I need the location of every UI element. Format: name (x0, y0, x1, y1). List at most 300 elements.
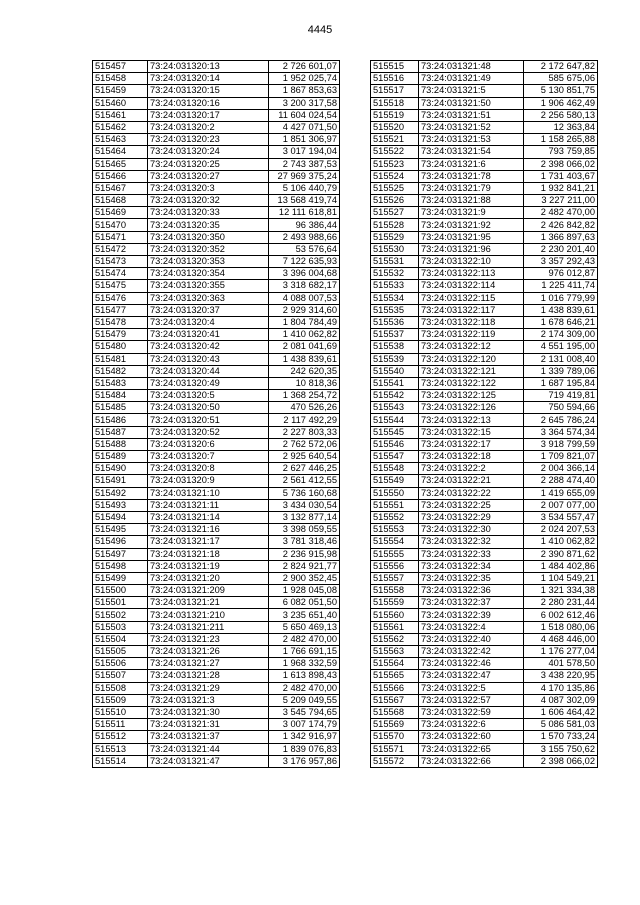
table-row (93, 438, 340, 450)
table-row (93, 585, 340, 597)
cadastral-value: 1 225 411,74 (524, 280, 598, 292)
cadastral-value: 2 131 008,40 (524, 353, 598, 365)
row-number: 515525 (371, 182, 419, 194)
cadastral-number: 73:24:031322:66 (419, 755, 524, 767)
cadastral-number: 73:24:031322:40 (419, 633, 524, 645)
cadastral-value: 2 007 077,00 (524, 499, 598, 511)
cadastral-number: 73:24:031320:17 (148, 109, 269, 121)
cadastral-number: 73:24:031320:14 (148, 73, 269, 85)
cadastral-value: 2 743 387,53 (269, 158, 340, 170)
row-number: 515502 (93, 609, 148, 621)
table-row (371, 377, 598, 389)
cadastral-number: 73:24:031321:88 (419, 195, 524, 207)
cadastral-number: 73:24:031320:352 (148, 243, 269, 255)
row-number: 515547 (371, 451, 419, 463)
cadastral-number: 73:24:031321:26 (148, 646, 269, 658)
cadastral-value: 1 438 839,61 (524, 304, 598, 316)
cadastral-number: 73:24:031320:5 (148, 390, 269, 402)
cadastral-value: 1 932 841,21 (524, 182, 598, 194)
row-number: 515537 (371, 329, 419, 341)
row-number: 515464 (93, 146, 148, 158)
table-row (371, 109, 598, 121)
row-number: 515528 (371, 219, 419, 231)
table-row (371, 585, 598, 597)
cadastral-value: 585 675,06 (524, 73, 598, 85)
table-row (93, 755, 340, 767)
cadastral-number: 73:24:031321:37 (148, 731, 269, 743)
row-number: 515506 (93, 658, 148, 670)
cadastral-value: 976 012,87 (524, 268, 598, 280)
cadastral-value: 1 410 062,82 (524, 536, 598, 548)
table-row (93, 134, 340, 146)
cadastral-value: 2 426 842,82 (524, 219, 598, 231)
row-number: 515560 (371, 609, 419, 621)
cadastral-value: 2 024 207,53 (524, 524, 598, 536)
cadastral-number: 73:24:031322:22 (419, 487, 524, 499)
cadastral-number: 73:24:031322:12 (419, 341, 524, 353)
table-row (93, 158, 340, 170)
cadastral-value: 4 551 195,00 (524, 341, 598, 353)
row-number: 515467 (93, 182, 148, 194)
cadastral-value: 4 468 446,00 (524, 633, 598, 645)
cadastral-value: 1 606 464,42 (524, 706, 598, 718)
table-row (371, 85, 598, 97)
table-row (93, 292, 340, 304)
cadastral-value: 2 390 871,62 (524, 548, 598, 560)
table-row (371, 646, 598, 658)
cadastral-number: 73:24:031322:34 (419, 560, 524, 572)
table-row (371, 292, 598, 304)
cadastral-number: 73:24:031320:37 (148, 304, 269, 316)
cadastral-value: 1 804 784,49 (269, 316, 340, 328)
cadastral-value: 3 318 682,17 (269, 280, 340, 292)
table-row (93, 694, 340, 706)
row-number: 515511 (93, 719, 148, 731)
cadastral-number: 73:24:031320:50 (148, 402, 269, 414)
row-number: 515488 (93, 438, 148, 450)
cadastral-number: 73:24:031322:10 (419, 256, 524, 268)
row-number: 515481 (93, 353, 148, 365)
row-number: 515567 (371, 694, 419, 706)
cadastral-number: 73:24:031320:9 (148, 475, 269, 487)
row-number: 515563 (371, 646, 419, 658)
cadastral-value: 4 087 302,09 (524, 694, 598, 706)
row-number: 515561 (371, 621, 419, 633)
cadastral-number: 73:24:031320:52 (148, 426, 269, 438)
table-row (93, 207, 340, 219)
cadastral-number: 73:24:031322:117 (419, 304, 524, 316)
table-row (93, 633, 340, 645)
cadastral-value: 2 561 412,55 (269, 475, 340, 487)
table-row (93, 572, 340, 584)
cadastral-value: 1 366 897,63 (524, 231, 598, 243)
table-row (93, 353, 340, 365)
table-row (93, 499, 340, 511)
row-number: 515491 (93, 475, 148, 487)
table-row (93, 85, 340, 97)
cadastral-number: 73:24:031321:44 (148, 743, 269, 755)
cadastral-value: 2 227 803,33 (269, 426, 340, 438)
cadastral-number: 73:24:031322:60 (419, 731, 524, 743)
row-number: 515484 (93, 390, 148, 402)
cadastral-value: 2 172 647,82 (524, 61, 598, 73)
cadastral-value: 2 726 601,07 (269, 61, 340, 73)
cadastral-value: 1 518 080,06 (524, 621, 598, 633)
cadastral-value: 13 568 419,74 (269, 195, 340, 207)
table-row (93, 548, 340, 560)
cadastral-number: 73:24:031322:113 (419, 268, 524, 280)
cadastral-number: 73:24:031321:28 (148, 670, 269, 682)
table-row (371, 121, 598, 133)
table-row (93, 597, 340, 609)
row-number: 515539 (371, 353, 419, 365)
cadastral-value: 6 082 051,50 (269, 597, 340, 609)
cadastral-value: 5 736 160,68 (269, 487, 340, 499)
table-row (93, 463, 340, 475)
cadastral-number: 73:24:031322:5 (419, 682, 524, 694)
cadastral-number: 73:24:031321:9 (419, 207, 524, 219)
table-row (93, 109, 340, 121)
cadastral-value: 1 851 306,97 (269, 134, 340, 146)
cadastral-number: 73:24:031320:350 (148, 231, 269, 243)
cadastral-value: 53 576,64 (269, 243, 340, 255)
cadastral-number: 73:24:031321:47 (148, 755, 269, 767)
row-number: 515478 (93, 316, 148, 328)
cadastral-value: 2 256 580,13 (524, 109, 598, 121)
cadastral-number: 73:24:031321:29 (148, 682, 269, 694)
cadastral-number: 73:24:031322:32 (419, 536, 524, 548)
cadastral-value: 242 620,35 (269, 365, 340, 377)
row-number: 515548 (371, 463, 419, 475)
cadastral-number: 73:24:031322:42 (419, 646, 524, 658)
cadastral-number: 73:24:031321:54 (419, 146, 524, 158)
cadastral-number: 73:24:031322:33 (419, 548, 524, 560)
right-table (370, 60, 598, 768)
cadastral-number: 73:24:031322:121 (419, 365, 524, 377)
cadastral-value: 4 170 135,86 (524, 682, 598, 694)
row-number: 515480 (93, 341, 148, 353)
table-row (93, 256, 340, 268)
table-row (93, 487, 340, 499)
table-row (93, 231, 340, 243)
table-row (371, 97, 598, 109)
cadastral-number: 73:24:031322:36 (419, 585, 524, 597)
cadastral-value: 2 081 041,69 (269, 341, 340, 353)
row-number: 515569 (371, 719, 419, 731)
cadastral-value: 3 364 574,34 (524, 426, 598, 438)
cadastral-number: 73:24:031322:46 (419, 658, 524, 670)
table-row (371, 438, 598, 450)
cadastral-number: 73:24:031320:6 (148, 438, 269, 450)
row-number: 515483 (93, 377, 148, 389)
table-row (371, 207, 598, 219)
row-number: 515517 (371, 85, 419, 97)
cadastral-number: 73:24:031322:122 (419, 377, 524, 389)
table-row (93, 97, 340, 109)
cadastral-value: 2 762 572,06 (269, 438, 340, 450)
cadastral-number: 73:24:031322:125 (419, 390, 524, 402)
table-row (93, 682, 340, 694)
cadastral-value: 1 709 821,07 (524, 451, 598, 463)
table-row (371, 365, 598, 377)
row-number: 515477 (93, 304, 148, 316)
cadastral-number: 73:24:031322:17 (419, 438, 524, 450)
row-number: 515465 (93, 158, 148, 170)
cadastral-value: 1 766 691,15 (269, 646, 340, 658)
cadastral-number: 73:24:031322:126 (419, 402, 524, 414)
table-row (371, 402, 598, 414)
cadastral-number: 73:24:031321:3 (148, 694, 269, 706)
cadastral-number: 73:24:031320:13 (148, 61, 269, 73)
cadastral-number: 73:24:031321:19 (148, 560, 269, 572)
table-row (371, 353, 598, 365)
cadastral-value: 11 604 024,54 (269, 109, 340, 121)
table-row (93, 646, 340, 658)
row-number: 515533 (371, 280, 419, 292)
table-row (371, 195, 598, 207)
row-number: 515516 (371, 73, 419, 85)
cadastral-value: 1 484 402,86 (524, 560, 598, 572)
table-row (93, 451, 340, 463)
row-number: 515474 (93, 268, 148, 280)
row-number: 515495 (93, 524, 148, 536)
table-row (371, 134, 598, 146)
cadastral-number: 73:24:031322:35 (419, 572, 524, 584)
cadastral-value: 7 122 635,93 (269, 256, 340, 268)
row-number: 515552 (371, 511, 419, 523)
table-row (93, 414, 340, 426)
cadastral-value: 750 594,66 (524, 402, 598, 414)
cadastral-number: 73:24:031320:8 (148, 463, 269, 475)
table-row (371, 731, 598, 743)
row-number: 515482 (93, 365, 148, 377)
cadastral-number: 73:24:031322:15 (419, 426, 524, 438)
cadastral-value: 3 434 030,54 (269, 499, 340, 511)
cadastral-value: 2 900 352,45 (269, 572, 340, 584)
cadastral-number: 73:24:031320:44 (148, 365, 269, 377)
cadastral-number: 73:24:031320:2 (148, 121, 269, 133)
row-number: 515545 (371, 426, 419, 438)
row-number: 515572 (371, 755, 419, 767)
cadastral-number: 73:24:031320:354 (148, 268, 269, 280)
table-row (93, 280, 340, 292)
row-number: 515508 (93, 682, 148, 694)
cadastral-value: 2 117 492,29 (269, 414, 340, 426)
cadastral-value: 3 227 211,00 (524, 195, 598, 207)
row-number: 515473 (93, 256, 148, 268)
cadastral-value: 5 106 440,79 (269, 182, 340, 194)
cadastral-value: 719 419,81 (524, 390, 598, 402)
table-row (93, 61, 340, 73)
row-number: 515479 (93, 329, 148, 341)
cadastral-number: 73:24:031321:6 (419, 158, 524, 170)
cadastral-value: 401 578,50 (524, 658, 598, 670)
cadastral-number: 73:24:031322:39 (419, 609, 524, 621)
row-number: 515564 (371, 658, 419, 670)
row-number: 515571 (371, 743, 419, 755)
cadastral-number: 73:24:031321:210 (148, 609, 269, 621)
row-number: 515458 (93, 73, 148, 85)
cadastral-number: 73:24:031320:33 (148, 207, 269, 219)
cadastral-value: 1 928 045,08 (269, 585, 340, 597)
cadastral-value: 3 398 059,55 (269, 524, 340, 536)
row-number: 515490 (93, 463, 148, 475)
table-row (371, 597, 598, 609)
cadastral-number: 73:24:031322:30 (419, 524, 524, 536)
cadastral-value: 2 482 470,00 (524, 207, 598, 219)
cadastral-number: 73:24:031320:24 (148, 146, 269, 158)
cadastral-number: 73:24:031322:57 (419, 694, 524, 706)
cadastral-value: 1 731 403,67 (524, 170, 598, 182)
cadastral-number: 73:24:031321:51 (419, 109, 524, 121)
table-row (93, 402, 340, 414)
cadastral-value: 3 357 292,43 (524, 256, 598, 268)
cadastral-number: 73:24:031321:96 (419, 243, 524, 255)
cadastral-number: 73:24:031322:114 (419, 280, 524, 292)
table-row (93, 719, 340, 731)
table-row (93, 560, 340, 572)
table-row (93, 341, 340, 353)
row-number: 515520 (371, 121, 419, 133)
row-number: 515514 (93, 755, 148, 767)
cadastral-number: 73:24:031321:48 (419, 61, 524, 73)
table-row (93, 146, 340, 158)
row-number: 515546 (371, 438, 419, 450)
cadastral-value: 12 363,84 (524, 121, 598, 133)
table-row (371, 329, 598, 341)
row-number: 515475 (93, 280, 148, 292)
row-number: 515565 (371, 670, 419, 682)
table-row (93, 475, 340, 487)
row-number: 515505 (93, 646, 148, 658)
cadastral-number: 73:24:031321:14 (148, 511, 269, 523)
cadastral-value: 3 534 557,47 (524, 511, 598, 523)
cadastral-value: 2 280 231,44 (524, 597, 598, 609)
cadastral-number: 73:24:031322:2 (419, 463, 524, 475)
table-row (371, 682, 598, 694)
table-row (371, 633, 598, 645)
cadastral-number: 73:24:031322:118 (419, 316, 524, 328)
cadastral-number: 73:24:031322:13 (419, 414, 524, 426)
cadastral-value: 2 288 474,40 (524, 475, 598, 487)
table-row (93, 536, 340, 548)
cadastral-number: 73:24:031320:15 (148, 85, 269, 97)
cadastral-number: 73:24:031322:4 (419, 621, 524, 633)
table-row (371, 524, 598, 536)
cadastral-number: 73:24:031321:78 (419, 170, 524, 182)
row-number: 515530 (371, 243, 419, 255)
table-row (93, 524, 340, 536)
row-number: 515507 (93, 670, 148, 682)
row-number: 515519 (371, 109, 419, 121)
row-number: 515570 (371, 731, 419, 743)
row-number: 515503 (93, 621, 148, 633)
cadastral-number: 73:24:031321:52 (419, 121, 524, 133)
table-row (93, 329, 340, 341)
table-row (93, 243, 340, 255)
row-number: 515543 (371, 402, 419, 414)
cadastral-value: 2 493 988,66 (269, 231, 340, 243)
cadastral-value: 6 002 612,46 (524, 609, 598, 621)
cadastral-value: 2 645 786,24 (524, 414, 598, 426)
row-number: 515527 (371, 207, 419, 219)
cadastral-number: 73:24:031322:59 (419, 706, 524, 718)
row-number: 515468 (93, 195, 148, 207)
row-number: 515500 (93, 585, 148, 597)
cadastral-value: 1 906 462,49 (524, 97, 598, 109)
row-number: 515504 (93, 633, 148, 645)
table-row (371, 414, 598, 426)
page-number: 4445 (307, 24, 333, 36)
table-row (93, 511, 340, 523)
row-number: 515529 (371, 231, 419, 243)
cadastral-value: 3 545 794,65 (269, 706, 340, 718)
cadastral-number: 73:24:031322:37 (419, 597, 524, 609)
cadastral-number: 73:24:031320:42 (148, 341, 269, 353)
cadastral-value: 1 687 195,84 (524, 377, 598, 389)
cadastral-value: 5 650 469,13 (269, 621, 340, 633)
row-number: 515544 (371, 414, 419, 426)
cadastral-value: 3 200 317,58 (269, 97, 340, 109)
cadastral-value: 3 235 651,40 (269, 609, 340, 621)
table-row (371, 341, 598, 353)
cadastral-number: 73:24:031322:119 (419, 329, 524, 341)
cadastral-value: 1 968 332,59 (269, 658, 340, 670)
row-number: 515558 (371, 585, 419, 597)
cadastral-number: 73:24:031322:47 (419, 670, 524, 682)
row-number: 515462 (93, 121, 148, 133)
cadastral-value: 1 158 265,88 (524, 134, 598, 146)
table-row (371, 61, 598, 73)
cadastral-number: 73:24:031320:51 (148, 414, 269, 426)
cadastral-number: 73:24:031320:49 (148, 377, 269, 389)
table-row (371, 572, 598, 584)
table-row (371, 548, 598, 560)
table-row (93, 658, 340, 670)
cadastral-number: 73:24:031320:3 (148, 182, 269, 194)
row-number: 515556 (371, 560, 419, 572)
row-number: 515509 (93, 694, 148, 706)
cadastral-number: 73:24:031321:17 (148, 536, 269, 548)
cadastral-number: 73:24:031320:41 (148, 329, 269, 341)
row-number: 515486 (93, 414, 148, 426)
cadastral-number: 73:24:031321:79 (419, 182, 524, 194)
cadastral-number: 73:24:031321:53 (419, 134, 524, 146)
table-row (371, 182, 598, 194)
table-row (371, 256, 598, 268)
row-number: 515515 (371, 61, 419, 73)
cadastral-value: 3 132 877,14 (269, 511, 340, 523)
cadastral-number: 73:24:031321:30 (148, 706, 269, 718)
row-number: 515524 (371, 170, 419, 182)
table-row (371, 426, 598, 438)
table-row (93, 390, 340, 402)
table-row (371, 487, 598, 499)
cadastral-number: 73:24:031321:92 (419, 219, 524, 231)
table-row (93, 743, 340, 755)
row-number: 515469 (93, 207, 148, 219)
cadastral-value: 1 678 646,21 (524, 316, 598, 328)
cadastral-number: 73:24:031321:209 (148, 585, 269, 597)
cadastral-number: 73:24:031320:32 (148, 195, 269, 207)
cadastral-number: 73:24:031321:23 (148, 633, 269, 645)
row-number: 515562 (371, 633, 419, 645)
row-number: 515472 (93, 243, 148, 255)
cadastral-value: 3 396 004,68 (269, 268, 340, 280)
table-row (371, 706, 598, 718)
row-number: 515540 (371, 365, 419, 377)
cadastral-value: 3 781 318,46 (269, 536, 340, 548)
